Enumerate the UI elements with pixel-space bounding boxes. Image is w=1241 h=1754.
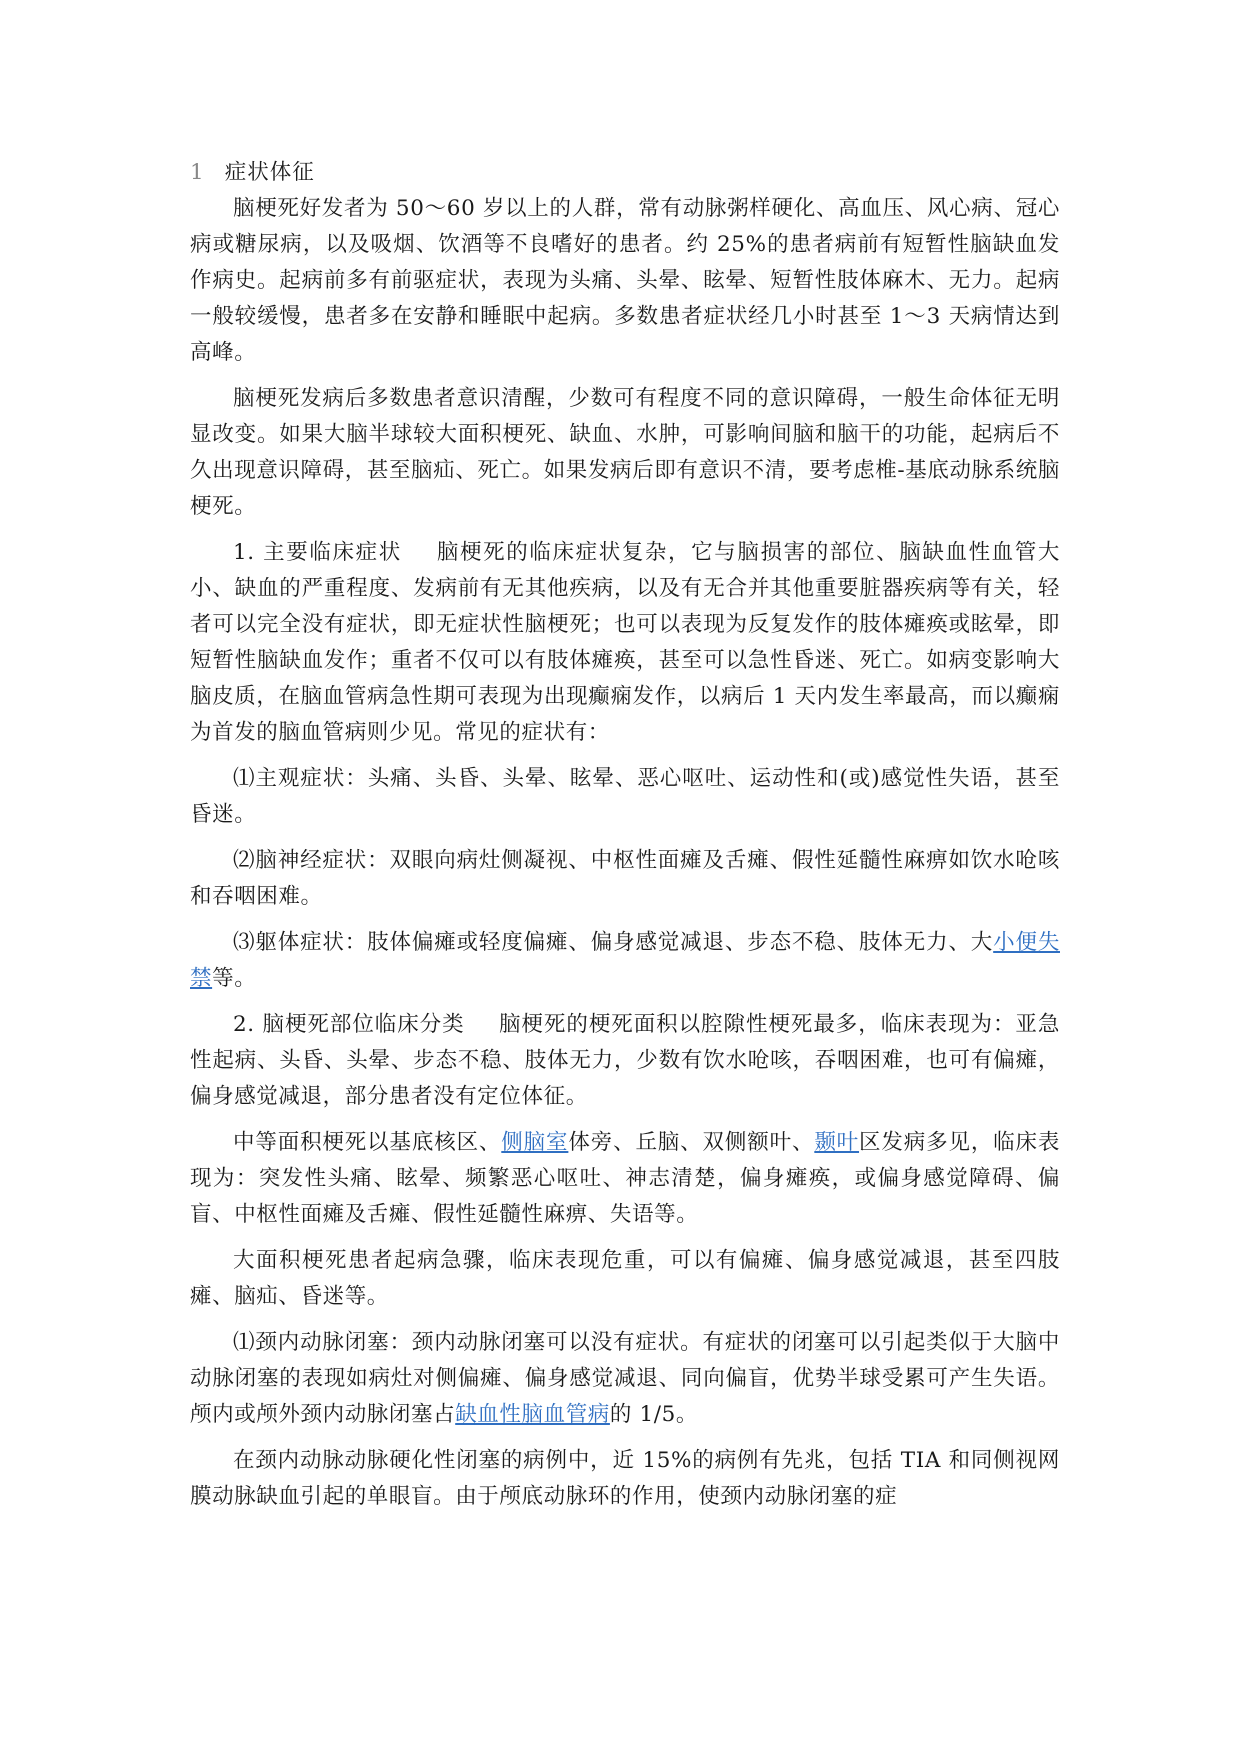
paragraph-carotid-sclerosis — [190, 1443, 1060, 1515]
paragraph-medium-infarct — [190, 1125, 1060, 1233]
paragraph-text: 区发病多见，临床表现为：突发性头痛、眩晕、频繁恶心呕吐、神志清楚，偏身瘫痪，或偏身感觉障碍、偏盲、中枢性面瘫及舌瘫、假性延髓性麻痹、失语等。 — [190, 1130, 1060, 1227]
paragraph-text: ⑴颈内动脉闭塞：颈内动脉闭塞可以没有症状。有症状的闭塞可以引起类似于大脑中动脉闭塞的表现如病灶对侧偏瘫、偏身感觉减退、同向偏盲，优势半球受累可产生失语。颅内或颅外颈内动脉闭塞占 — [190, 1330, 1060, 1427]
paragraph-consciousness — [190, 381, 1060, 525]
paragraph-subjective — [190, 761, 1060, 833]
paragraph-large-infarct — [190, 1243, 1060, 1315]
paragraph-label: 1. 主要临床症状 — [233, 540, 402, 565]
paragraph-onset — [190, 191, 1060, 371]
section-heading — [190, 155, 1060, 191]
link-lateral-ventricle[interactable]: 侧脑室 — [501, 1130, 569, 1155]
paragraph-text: 等。 — [212, 966, 257, 991]
paragraph-text: ⑵脑神经症状：双眼向病灶侧凝视、中枢性面瘫及舌瘫、假性延髓性麻痹如饮水呛咳和吞咽困难。 — [190, 848, 1060, 909]
paragraph-text: 体旁、丘脑、双侧额叶、 — [568, 1130, 815, 1155]
section-title: 症状体征 — [224, 160, 315, 185]
paragraph-text: 脑梗死的梗死面积以腔隙性梗死最多，临床表现为：亚急性起病、头昏、头晕、步态不稳、肢体无力，少数有饮水呛咳，吞咽困难，也可有偏瘫，偏身感觉减退，部分患者没有定位体征。 — [190, 1012, 1060, 1109]
paragraph-cranial-nerve — [190, 843, 1060, 915]
paragraph-text: 脑梗死的临床症状复杂，它与脑损害的部位、脑缺血性血管大小、缺血的严重程度、发病前有无其他疾病，以及有无合并其他重要脏器疾病等有关，轻者可以完全没有症状，即无症状性脑梗死；也可以表现为反复发作的肢体瘫痪或眩晕，即短暂性脑缺血发作；重者不仅可以有肢体瘫痪，甚至可以急性昏迷、死亡。如病变影响大脑皮质，在脑血管病急性期可表现为出现癫痫发作，以病后 1 天内发生率最高，而以癫痫为首发的脑血管病则少见。常见的症状有： — [190, 540, 1061, 745]
paragraph-carotid-occlusion — [190, 1325, 1060, 1433]
paragraph-text: ⑶躯体症状：肢体偏瘫或轻度偏瘫、偏身感觉减退、步态不稳、肢体无力、大 — [233, 930, 994, 955]
paragraph-text: 在颈内动脉动脉硬化性闭塞的病例中，近 15%的病例有先兆，包括 TIA 和同侧视网膜动脉缺血引起的单眼盲。由于颅底动脉环的作用，使颈内动脉闭塞的症 — [190, 1448, 1060, 1509]
paragraph-classification — [190, 1007, 1060, 1115]
link-temporal-lobe[interactable]: 颞叶 — [814, 1130, 860, 1155]
link-incontinence[interactable]: 小便失禁 — [190, 930, 1060, 991]
document-page — [190, 155, 1060, 1525]
paragraph-label: 2. 脑梗死部位临床分类 — [233, 1012, 465, 1037]
paragraph-text: 的 1/5。 — [609, 1402, 698, 1427]
link-ischemic-cerebrovascular[interactable]: 缺血性脑血管病 — [455, 1402, 610, 1427]
paragraph-text: 大面积梗死患者起病急骤，临床表现危重，可以有偏瘫、偏身感觉减退，甚至四肢瘫、脑疝、昏迷等。 — [190, 1248, 1060, 1309]
paragraph-body-symptoms — [190, 925, 1060, 997]
paragraph-main-symptoms — [190, 535, 1060, 751]
section-number: 1 — [190, 160, 205, 185]
paragraph-text: 中等面积梗死以基底核区、 — [233, 1130, 502, 1155]
paragraph-text: 脑梗死发病后多数患者意识清醒，少数可有程度不同的意识障碍，一般生命体征无明显改变。如果大脑半球较大面积梗死、缺血、水肿，可影响间脑和脑干的功能，起病后不久出现意识障碍，甚至脑疝、死亡。如果发病后即有意识不清，要考虑椎-基底动脉系统脑梗死。 — [190, 386, 1060, 519]
paragraph-text: ⑴主观症状：头痛、头昏、头晕、眩晕、恶心呕吐、运动性和(或)感觉性失语，甚至昏迷。 — [190, 766, 1060, 827]
paragraph-text: 脑梗死好发者为 50～60 岁以上的人群，常有动脉粥样硬化、高血压、风心病、冠心病或糖尿病，以及吸烟、饮酒等不良嗜好的患者。约 25%的患者病前有短暂性脑缺血发作病史。起病前多有前驱症状，表现为头痛、头晕、眩晕、短暂性肢体麻木、无力。起病一般较缓慢，患者多在安静和睡眠中起病。多数患者症状经几小时甚至 1～3 天病情达到高峰。 — [190, 196, 1060, 365]
